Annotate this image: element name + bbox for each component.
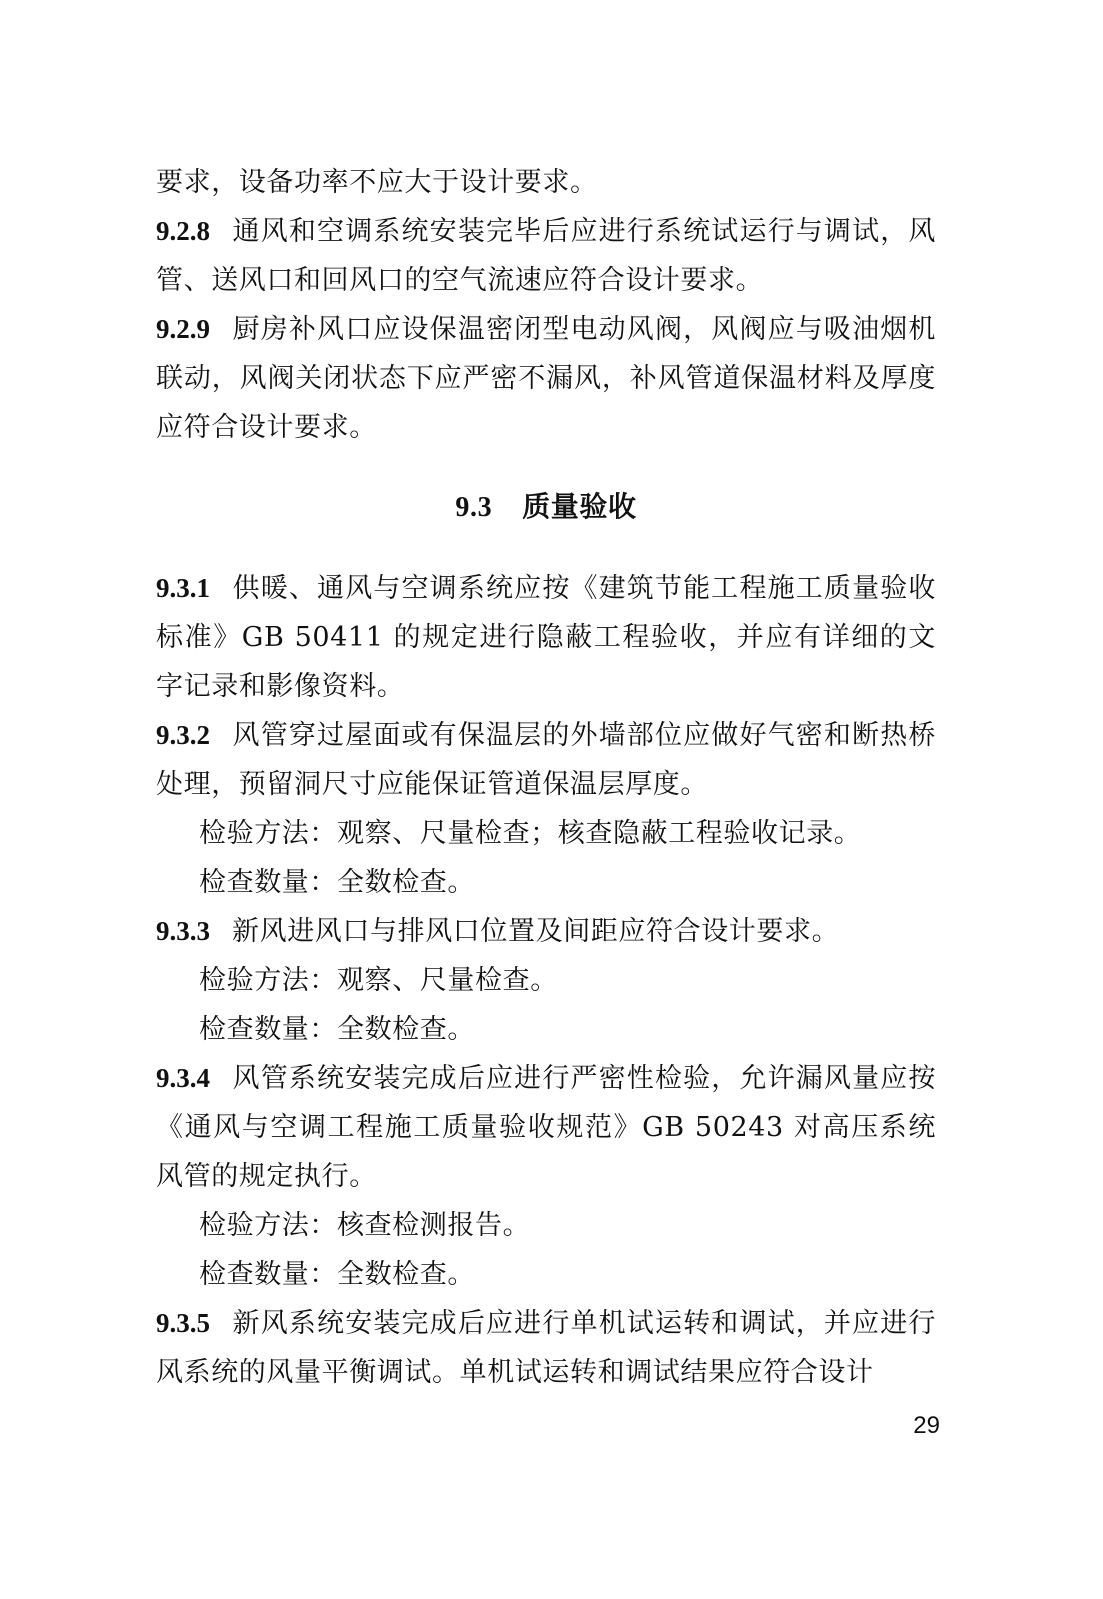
- inspection-quantity: [156, 858, 936, 907]
- clause-9-2-8: [156, 207, 936, 305]
- inspection-method-text: 检验方法：观察、尺量检查；核查隐蔽工程验收记录。: [199, 818, 862, 849]
- page-number: 29: [913, 1412, 940, 1439]
- paragraph-text: 要求，设备功率不应大于设计要求。: [156, 167, 598, 198]
- inspection-quantity: [156, 1005, 936, 1054]
- inspection-quantity: [156, 1250, 936, 1299]
- inspection-quantity-text: 检查数量：全数检查。: [199, 867, 475, 898]
- inspection-method-text: 检验方法：核查检测报告。: [199, 1210, 531, 1241]
- clause-number: 9.2.8: [156, 216, 210, 246]
- clause-text: 厨房补风口应设保温密闭型电动风阀，风阀应与吸油烟机联动，风阀关闭状态下应严密不漏风，补风管道保温材料及厚度应符合设计要求。: [156, 314, 936, 443]
- clause-number: 9.3.4: [156, 1063, 210, 1093]
- inspection-quantity-text: 检查数量：全数检查。: [199, 1259, 475, 1290]
- clause-number: 9.3.5: [156, 1308, 210, 1338]
- clause-9-3-5: [156, 1299, 936, 1397]
- section-number: 9.3: [455, 492, 493, 523]
- clause-text: 通风和空调系统安装完毕后应进行系统试运行与调试，风管、送风口和回风口的空气流速应符合设计要求。: [156, 216, 936, 296]
- inspection-quantity-text: 检查数量：全数检查。: [199, 1014, 475, 1045]
- clause-number: 9.2.9: [156, 314, 210, 344]
- section-title: 质量验收: [522, 490, 637, 523]
- clause-9-3-2: [156, 711, 936, 809]
- clause-9-3-4: [156, 1054, 936, 1201]
- clause-number: 9.3.2: [156, 720, 210, 750]
- inspection-method: [156, 956, 936, 1005]
- inspection-method: [156, 1201, 936, 1250]
- clause-text: 新风进风口与排风口位置及间距应符合设计要求。: [232, 916, 840, 947]
- continuation-paragraph: [156, 158, 936, 207]
- clause-number: 9.3.1: [156, 573, 210, 603]
- page-body: [156, 158, 936, 1397]
- clause-9-2-9: [156, 305, 936, 452]
- clause-9-3-1: [156, 564, 936, 711]
- clause-text: 风管穿过屋面或有保温层的外墙部位应做好气密和断热桥处理，预留洞尺寸应能保证管道保温层厚度。: [156, 720, 936, 800]
- clause-9-3-3: [156, 907, 936, 956]
- section-heading-9-3: [156, 482, 936, 532]
- clause-text: 风管系统安装完成后应进行严密性检验，允许漏风量应按《通风与空调工程施工质量验收规范》GB 50243 对高压系统风管的规定执行。: [156, 1063, 936, 1192]
- clause-text: 供暖、通风与空调系统应按《建筑节能工程施工质量验收标准》GB 50411 的规定进行隐蔽工程验收，并应有详细的文字记录和影像资料。: [156, 573, 936, 702]
- inspection-method: [156, 809, 936, 858]
- inspection-method-text: 检验方法：观察、尺量检查。: [199, 965, 558, 996]
- clause-number: 9.3.3: [156, 916, 210, 946]
- clause-text: 新风系统安装完成后应进行单机试运转和调试，并应进行风系统的风量平衡调试。单机试运转和调试结果应符合设计: [156, 1308, 936, 1388]
